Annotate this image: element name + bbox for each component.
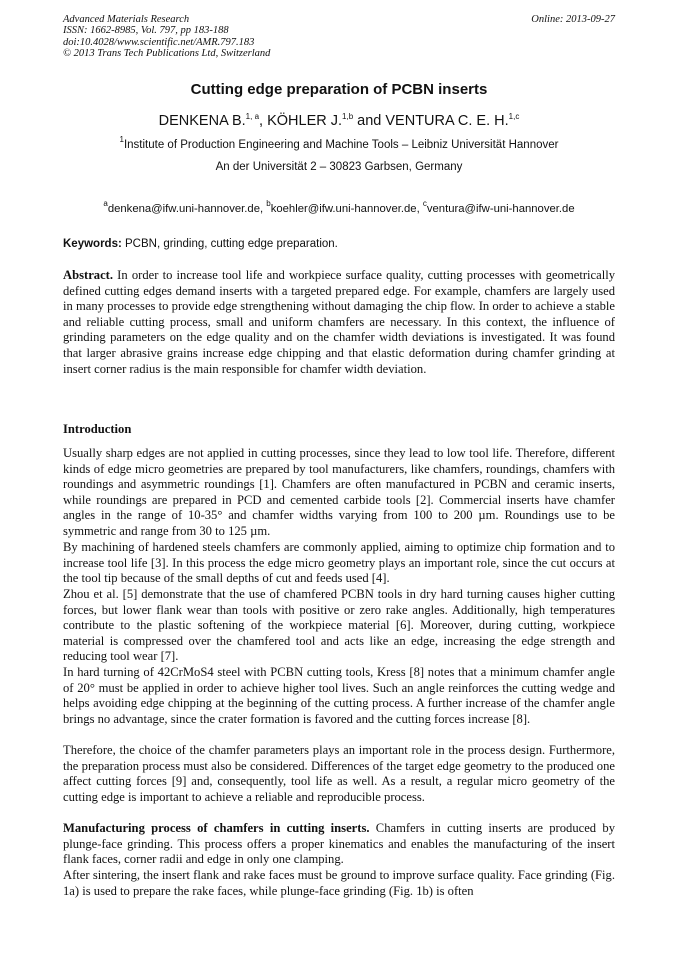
author-affil-mark: 1,b [342, 112, 354, 121]
abstract-text: In order to increase tool life and workpiece surface quality, cutting processes with geometrically defined cutting edges demand inserts with a targeted prepared edge. For example, chamfers are largely used in many processes to provide edge strengthening without damaging the chip flow. In order to achieve a stable and reliable cutting process, small and uniform chamfers are necessary. In this context, the influence of grinding parameters on the edge quality and on the chamfer width deviations is investigated. It was found that larger abrasive grains increase edge chipping and that elastic deformation during chamfer grinding at insert corner radius is the main responsible for chamfer width deviation. [63, 268, 615, 376]
author-affil-mark: 1, a [245, 112, 260, 121]
intro-paragraph-4: In hard turning of 42CrMoS4 steel with PCBN cutting tools, Kress [8] notes that a minimum chamfer angle of 20° must be applied in order to achieve higher tool lives. Such an angle reinforces the cutting wedge and helps avoiding edge chipping at the beginning of the cutting process. A further increase of the chamfer angle brings no advantage, since the crater formation is favored and the cutting forces increase [8]. [63, 665, 615, 726]
paragraph-run-in-heading: Manufacturing process of chamfers in cutting inserts. [63, 821, 370, 835]
author-separator: , [259, 113, 268, 129]
keywords-text: PCBN, grinding, cutting edge preparation. [121, 238, 338, 250]
email-link[interactable]: ventura@ifw-uni-hannover.de [426, 203, 575, 215]
journal-header [63, 14, 615, 60]
abstract [63, 268, 615, 377]
email-link[interactable]: koehler@ifw.uni-hannover.de, [270, 203, 423, 215]
intro-paragraph-2: By machining of hardened steels chamfers are commonly applied, aiming to optimize chip formation and to increase tool life [3]. In this process the edge micro geometry plays an important role, since the cut occurs at the tool tip because of the small depths of cut and feeds used [4]. [63, 540, 615, 586]
doi-line: doi:10.4028/www.scientific.net/AMR.797.183 [63, 36, 255, 48]
copyright-line: © 2013 Trans Tech Publications Ltd, Switzerland [63, 48, 271, 60]
affiliation-line-1 [0, 135, 678, 151]
author-affil-mark: 1,c [508, 112, 520, 121]
intro-paragraph-3: Zhou et al. [5] demonstrate that the use of chamfered PCBN tools in dry hard turning causes higher cutting forces, but lower flank wear than tools with positive or zero rake angles. Additionally, high temperatures contribute to the plastic softening of the workpiece material [6]. Moreover, during cutting, workpiece material is compressed over the chamfered tool and acts like an edge, increasing the edge strength and reducing tool wear [7]. [63, 587, 615, 664]
intro-paragraph-5: Therefore, the choice of the chamfer parameters plays an important role in the process design. Furthermore, the preparation process must also be considered. Differences of the target edge geometry to the produced one affect cutting forces [9] and, consequently, tool life as well. As a result, a regular micro geometry of the cutting edge is important to achieve a reliable and reproducible process. [63, 743, 615, 804]
author-emails [0, 199, 678, 215]
issn-line: ISSN: 1662-8985, Vol. 797, pp 183-188 [63, 25, 229, 37]
affiliation-text: Institute of Production Engineering and Machine Tools – Leibniz Universität Hannover [123, 139, 559, 151]
paragraph-text: Chamfers in cutting inserts are produced by plunge-face grinding. This process offers a proper kinematics and enables the manufacturing of the insert flank faces, corner radii and edge in only one clamping. [63, 821, 615, 867]
intro-paragraph-7: After sintering, the insert flank and rake faces must be ground to improve surface quality. Face grinding (Fig. 1a) is used to prepare the rake faces, while plunge-face grinding (Fig. 1b) is often [63, 868, 615, 898]
intro-paragraph-1: Usually sharp edges are not applied in cutting processes, since they lead to low tool life. Therefore, different kinds of edge micro geometries are prepared by tool manufacturers, like chamfers, roundings, chamfers with roundings and asymmetric roundings [1]. Chamfers are often manufactured in PCBN and ceramic inserts, while roundings are prepared in PCD and cemented carbide tools [2]. Commercial inserts have chamfer angles in the range of 10-35° and chamfer widths varying from 100 to 200 µm. Roundings use to be symmetric and range from 30 to 125 µm. [63, 446, 615, 538]
author-list [0, 113, 678, 129]
paper-title: Cutting edge preparation of PCBN inserts [190, 81, 488, 98]
author-name: VENTURA C. E. H. [385, 113, 509, 129]
abstract-label: Abstract. [63, 268, 114, 282]
online-date: Online: 2013-09-27 [531, 14, 615, 25]
email-link[interactable]: denkena@ifw.uni-hannover.de, [107, 203, 267, 215]
email-mark: b [266, 199, 271, 208]
affiliation-line-2: An der Universität 2 – 30823 Garbsen, Germany [215, 161, 463, 173]
email-mark: a [103, 199, 108, 208]
journal-name: Advanced Materials Research [63, 14, 190, 25]
author-name: DENKENA B. [158, 113, 246, 129]
author-separator: and [353, 113, 386, 129]
section-heading-introduction: Introduction [63, 422, 132, 436]
keywords-label: Keywords: [63, 238, 122, 250]
affiliation-mark: 1 [119, 135, 124, 144]
keywords [63, 238, 615, 250]
intro-paragraph-6 [63, 821, 615, 868]
author-name: KÖHLER J. [267, 113, 343, 129]
email-mark: c [422, 199, 427, 208]
